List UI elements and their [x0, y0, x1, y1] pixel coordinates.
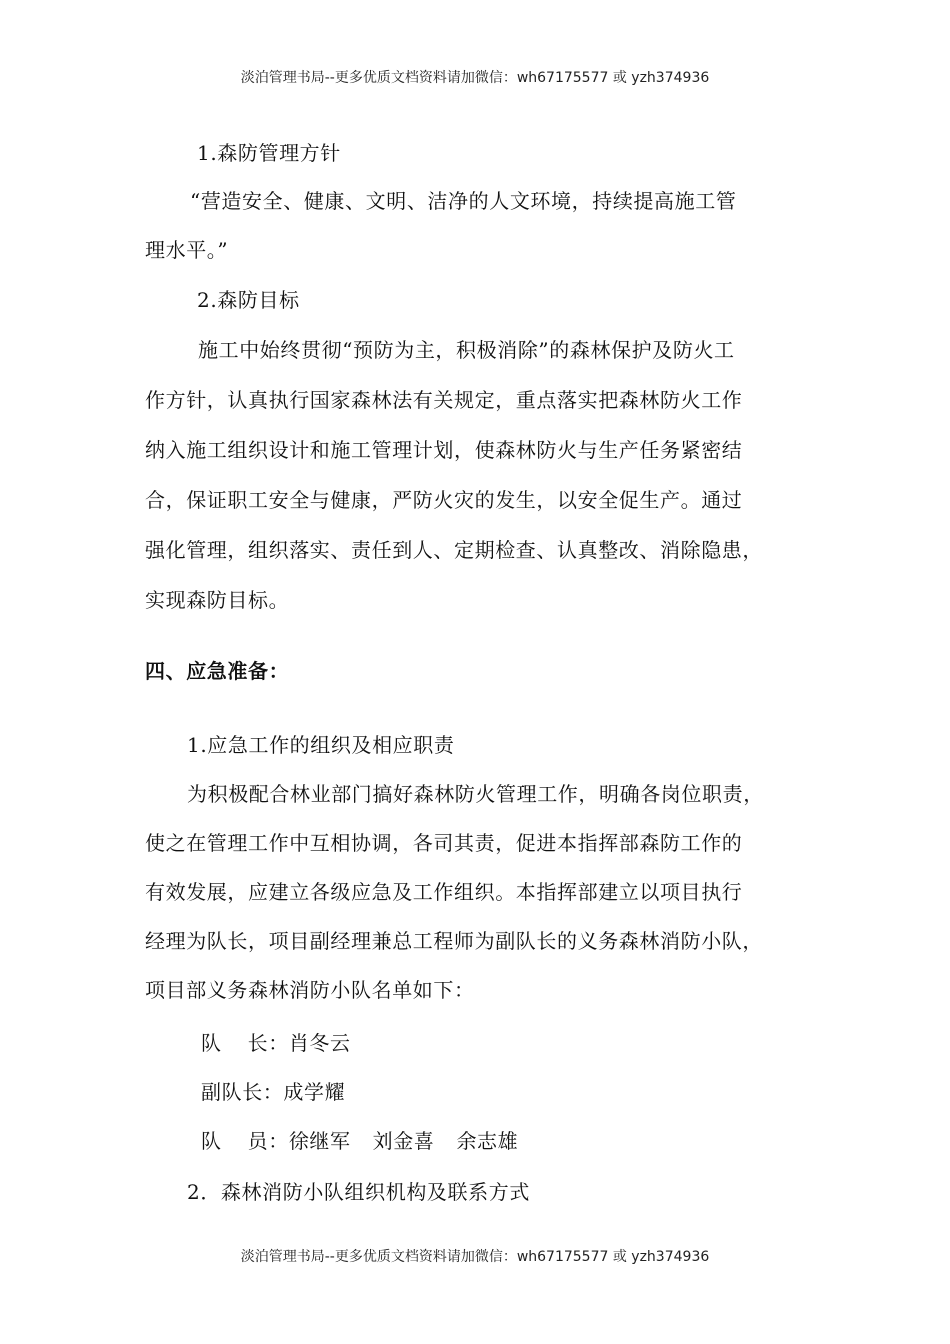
section-title-organization: 1.应急工作的组织及相应职责 — [187, 733, 455, 757]
section-heading-emergency: 四、应急准备： — [145, 659, 290, 683]
paragraph-line: 实现森防目标。 — [145, 588, 290, 612]
paragraph-line: 为积极配合林业部门搞好森林防火管理工作，明确各岗位职责， — [187, 782, 764, 806]
roster-label: 队 — [201, 1129, 222, 1153]
roster-members — [201, 1128, 518, 1154]
roster-label: 副队长： — [201, 1080, 284, 1104]
roster-label: 队 — [201, 1031, 222, 1055]
page-header: 淡泊管理书局--更多优质文档资料请加微信：wh67175577 或 yzh374936 — [240, 70, 710, 86]
paragraph-line: 合，保证职工安全与健康，严防火灾的发生，以安全促生产。通过 — [145, 488, 743, 512]
paragraph-line: 施工中始终贯彻“预防为主，积极消除”的森林保护及防火工 — [198, 338, 735, 362]
paragraph-line: 有效发展，应建立各级应急及工作组织。本指挥部建立以项目执行 — [145, 880, 743, 904]
paragraph-line: 项目部义务森林消防小队名单如下： — [145, 978, 475, 1002]
paragraph-line: 理水平。” — [145, 238, 229, 262]
paragraph-line: 使之在管理工作中互相协调，各司其责，促进本指挥部森防工作的 — [145, 831, 743, 855]
page-footer: 淡泊管理书局--更多优质文档资料请加微信：wh67175577 或 yzh374936 — [240, 1249, 710, 1265]
section-title-goal: 2.森防目标 — [197, 288, 300, 312]
roster-name: 刘金喜 — [372, 1129, 435, 1153]
roster-name: 肖冬云 — [288, 1031, 351, 1055]
section-title-policy: 1.森防管理方针 — [197, 141, 341, 165]
paragraph-line: 强化管理，组织落实、责任到人、定期检查、认真整改、消除隐患， — [145, 538, 763, 562]
roster-label: 员： — [247, 1129, 289, 1153]
roster-name: 余志雄 — [456, 1129, 519, 1153]
roster-leader — [201, 1030, 351, 1056]
paragraph-line: 经理为队长，项目副经理兼总工程师为副队长的义务森林消防小队， — [145, 929, 763, 953]
paragraph-line: 作方针，认真执行国家森林法有关规定，重点落实把森林防火工作 — [145, 388, 743, 412]
roster-label: 长： — [247, 1031, 289, 1055]
paragraph-line: “营造安全、健康、文明、洁净的人文环境，持续提高施工管 — [190, 189, 737, 213]
roster-name: 成学耀 — [283, 1080, 346, 1104]
paragraph-line: 纳入施工组织设计和施工管理计划，使森林防火与生产任务紧密结 — [145, 438, 743, 462]
roster-name: 徐继军 — [288, 1129, 351, 1153]
section-title-structure: 2．森林消防小队组织机构及联系方式 — [187, 1180, 530, 1204]
roster-vice-leader — [201, 1079, 345, 1105]
